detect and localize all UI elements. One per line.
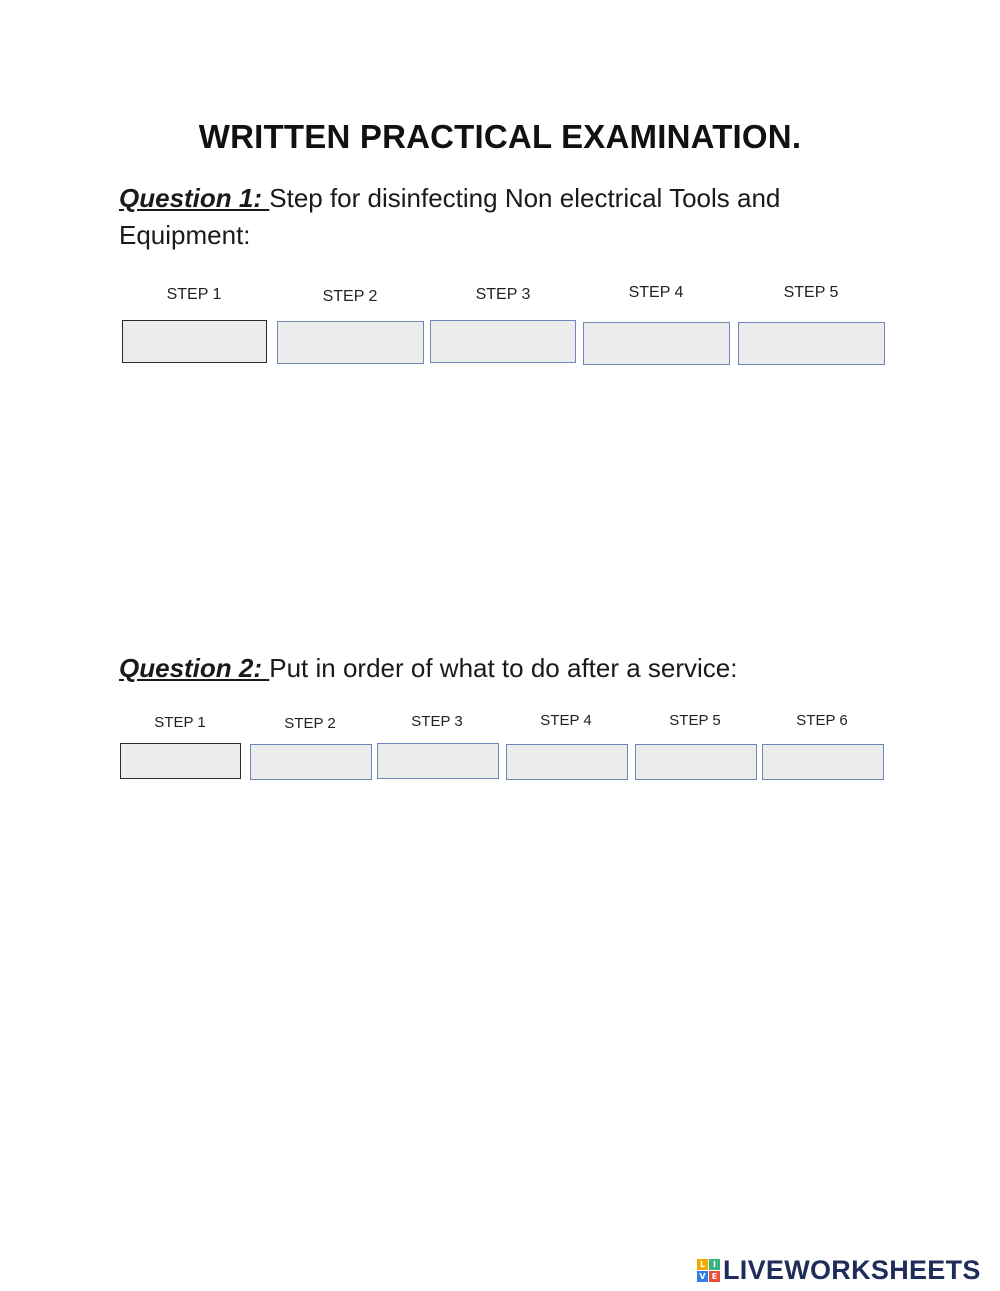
q1-step-4-dropzone[interactable] — [583, 322, 730, 365]
q1-step-2-label: STEP 2 — [322, 288, 378, 305]
q1-step-3-dropzone[interactable] — [430, 320, 576, 363]
q2-step-1-label: STEP 1 — [154, 714, 206, 731]
question-2 — [119, 650, 899, 687]
q2-step-6-dropzone[interactable] — [762, 744, 884, 780]
question-2-text: Put in order of what to do after a service: — [269, 653, 738, 683]
q1-step-5-dropzone[interactable] — [738, 322, 885, 365]
q1-step-5-label: STEP 5 — [783, 284, 839, 301]
logo-tile: I — [709, 1259, 720, 1270]
q2-step-6-label: STEP 6 — [796, 712, 848, 729]
logo-text: LIVEWORKSHEETS — [723, 1254, 981, 1285]
q1-step-1-dropzone[interactable] — [122, 320, 267, 363]
q2-step-3-label: STEP 3 — [411, 713, 463, 730]
question-1-label: Question 1: — [119, 183, 270, 213]
q2-step-3-dropzone[interactable] — [377, 743, 499, 779]
logo-tile: V — [697, 1271, 708, 1282]
q2-step-4-label: STEP 4 — [540, 712, 592, 729]
question-1 — [119, 180, 859, 254]
q1-step-1-label: STEP 1 — [166, 286, 222, 303]
q2-step-5-dropzone[interactable] — [635, 744, 757, 780]
question-1-text: Step for disinfecting Non electrical Tools and Equipment: — [119, 183, 781, 250]
q1-step-4-label: STEP 4 — [628, 284, 684, 301]
page-title: WRITTEN PRACTICAL EXAMINATION. — [198, 118, 802, 155]
q2-step-5-label: STEP 5 — [669, 712, 721, 729]
q2-step-2-label: STEP 2 — [284, 715, 336, 732]
logo-tiles-icon — [697, 1259, 720, 1282]
logo-tile: L — [697, 1259, 708, 1270]
q1-step-2-dropzone[interactable] — [277, 321, 424, 364]
logo-tile: E — [709, 1271, 720, 1282]
q2-step-4-dropzone[interactable] — [506, 744, 628, 780]
liveworksheets-logo — [697, 1255, 981, 1285]
q1-step-3-label: STEP 3 — [475, 286, 531, 303]
question-2-label: Question 2: — [119, 653, 270, 683]
q2-step-1-dropzone[interactable] — [120, 743, 241, 779]
q2-step-2-dropzone[interactable] — [250, 744, 372, 780]
